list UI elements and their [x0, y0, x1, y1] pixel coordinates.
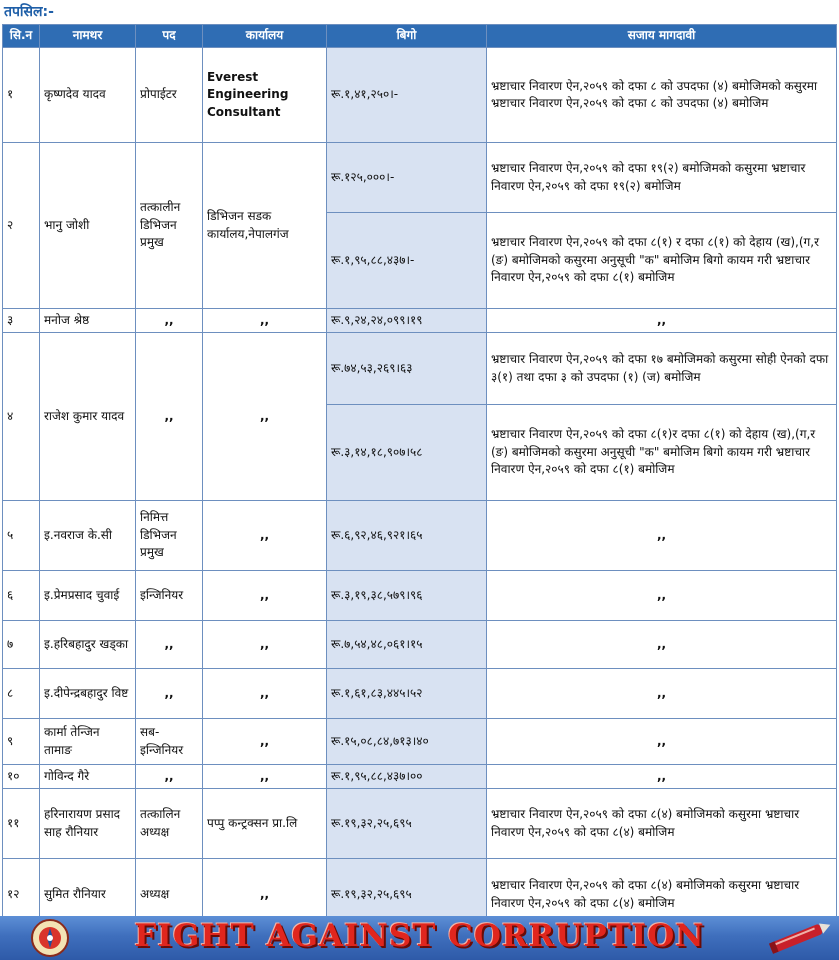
cell-office: ,,: [203, 309, 327, 333]
cell-amount: रू.६,९२,४६,९२१।६५: [327, 501, 487, 571]
table-row: [3, 48, 837, 143]
cell-name: इ.नवराज के.सी: [40, 501, 136, 571]
table-row: [3, 309, 837, 333]
cell-post: प्रोपाईटर: [136, 48, 203, 143]
cell-office: ,,: [203, 501, 327, 571]
cell-post: ,,: [136, 765, 203, 789]
cell-claim: भ्रष्टाचार निवारण ऐन,२०५९ को दफा ८(१) र दफा ८(१) को देहाय (ख),(ग,र (ङ) बमोजिमको कसुरमा अनुसूची "क" बमोजिम बिगो कायम गरी भ्रष्टाचार निवारण ऐन,२०५९ को दफा ८(१) बमोजिम: [487, 213, 837, 309]
col-header-post: पद: [136, 25, 203, 48]
cell-office: पप्पु कन्ट्रक्सन प्रा.लि: [203, 789, 327, 859]
cell-claim: ,,: [487, 719, 837, 765]
table-row: [3, 719, 837, 765]
cell-amount: रू.९,२४,२४,०९९।१९: [327, 309, 487, 333]
cell-amount: रू.१५,०८,८४,७१३।४०: [327, 719, 487, 765]
cell-name: इ.हरिबहादुर खड्का: [40, 621, 136, 669]
cell-claim: भ्रष्टाचार निवारण ऐन,२०५९ को दफा ८(४) बमोजिमको कसुरमा भ्रष्टाचार निवारण ऐन,२०५९ को दफा ८(४) बमोजिम: [487, 859, 837, 931]
cell-sn: ७: [3, 621, 40, 669]
pen-icon: [763, 918, 835, 958]
page-heading: तपसिल:-: [4, 4, 54, 20]
col-header-amount: बिगो: [327, 25, 487, 48]
cell-amount: रू.७,५४,४८,०६१।१५: [327, 621, 487, 669]
cell-amount: रू.१,९५,८८,४३७।००: [327, 765, 487, 789]
cell-office: Everest Engineering Consultant: [203, 48, 327, 143]
cell-name: इ.दीपेन्द्रबहादुर विष्ट: [40, 669, 136, 719]
cell-post: ,,: [136, 621, 203, 669]
cell-claim: ,,: [487, 765, 837, 789]
table-row: [3, 621, 837, 669]
table-row: [3, 669, 837, 719]
cell-sn: १: [3, 48, 40, 143]
col-header-office: कार्यालय: [203, 25, 327, 48]
table-row: [3, 143, 837, 213]
cell-claim: ,,: [487, 309, 837, 333]
cell-sn: ३: [3, 309, 40, 333]
cell-post: निमित्त डिभिजन प्रमुख: [136, 501, 203, 571]
cell-name: गोविन्द गैरे: [40, 765, 136, 789]
cell-amount: रू.१९,३२,२५,६९५: [327, 859, 487, 931]
defendants-table: [2, 24, 837, 931]
cell-claim: भ्रष्टाचार निवारण ऐन,२०५९ को दफा ८(४) बमोजिमको कसुरमा भ्रष्टाचार निवारण ऐन,२०५९ को दफा ८(४) बमोजिम: [487, 789, 837, 859]
table-row: [3, 789, 837, 859]
cell-claim: भ्रष्टाचार निवारण ऐन,२०५९ को दफा ८ को उपदफा (४) बमोजिमको कसुरमा भ्रष्टाचार निवारण ऐन,२०५९ को दफा ८ को उपदफा (४) बमोजिम: [487, 48, 837, 143]
cell-name: मनोज श्रेष्ठ: [40, 309, 136, 333]
cell-sn: ११: [3, 789, 40, 859]
cell-office: ,,: [203, 621, 327, 669]
cell-sn: ४: [3, 333, 40, 501]
cell-sn: ८: [3, 669, 40, 719]
cell-claim: भ्रष्टाचार निवारण ऐन,२०५९ को दफा १७ बमोजिमको कसुरमा सोही ऐनको दफा ३(१) तथा दफा ३ को उपदफा (१) (ज) बमोजिम: [487, 333, 837, 405]
cell-amount: रू.१९,३२,२५,६९५: [327, 789, 487, 859]
cell-sn: ६: [3, 571, 40, 621]
col-header-name: नामथर: [40, 25, 136, 48]
table-row: [3, 501, 837, 571]
table-row: [3, 333, 837, 405]
cell-office: ,,: [203, 859, 327, 931]
cell-office: ,,: [203, 571, 327, 621]
col-header-claim: सजाय मागदावी: [487, 25, 837, 48]
cell-claim: ,,: [487, 669, 837, 719]
cell-office: ,,: [203, 719, 327, 765]
cell-name: कृष्णदेव यादव: [40, 48, 136, 143]
cell-claim: ,,: [487, 501, 837, 571]
cell-post: ,,: [136, 669, 203, 719]
cell-sn: १०: [3, 765, 40, 789]
cell-claim: ,,: [487, 621, 837, 669]
cell-sn: ५: [3, 501, 40, 571]
cell-post: तत्कालिन अध्यक्ष: [136, 789, 203, 859]
cell-post: तत्कालीन डिभिजन प्रमुख: [136, 143, 203, 309]
cell-sn: २: [3, 143, 40, 309]
banner-text: FIGHT AGAINST CORRUPTION: [134, 918, 705, 954]
fight-corruption-banner: [0, 916, 839, 960]
cell-post: अध्यक्ष: [136, 859, 203, 931]
table-row: [3, 765, 837, 789]
cell-name: हरिनारायण प्रसाद साह रौनियार: [40, 789, 136, 859]
cell-name: भानु जोशी: [40, 143, 136, 309]
cell-amount: रू.१२५,०००।-: [327, 143, 487, 213]
cell-post: सब-इन्जिनियर: [136, 719, 203, 765]
cell-post: ,,: [136, 309, 203, 333]
cell-amount: रू.७४,५३,२६९।६३: [327, 333, 487, 405]
cell-claim: भ्रष्टाचार निवारण ऐन,२०५९ को दफा १९(२) बमोजिमको कसुरमा भ्रष्टाचार निवारण ऐन,२०५९ को दफा १९(२) बमोजिम: [487, 143, 837, 213]
col-header-sn: सि.न: [3, 25, 40, 48]
cell-name: सुमित रौनियार: [40, 859, 136, 931]
cell-amount: रू.३,१४,१८,९०७।५८: [327, 405, 487, 501]
cell-claim: भ्रष्टाचार निवारण ऐन,२०५९ को दफा ८(१)र दफा ८(१) को देहाय (ख),(ग,र (ङ) बमोजिमको कसुरमा अनुसूची "क" बमोजिम बिगो कायम गरी भ्रष्टाचार निवारण ऐन,२०५९ को दफा ८(१) बमोजिम: [487, 405, 837, 501]
cell-amount: रू.१,९५,८८,४३७।-: [327, 213, 487, 309]
cell-sn: ९: [3, 719, 40, 765]
cell-office: ,,: [203, 669, 327, 719]
cell-claim: ,,: [487, 571, 837, 621]
cell-office: ,,: [203, 333, 327, 501]
table-row: [3, 571, 837, 621]
cell-name: इ.प्रेमप्रसाद चुवाई: [40, 571, 136, 621]
table-header-row: [3, 25, 837, 48]
cell-office: ,,: [203, 765, 327, 789]
cell-sn: १२: [3, 859, 40, 931]
cell-name: कार्मा तेन्जिन तामाङ: [40, 719, 136, 765]
cell-post: इन्जिनियर: [136, 571, 203, 621]
cell-office: डिभिजन सडक कार्यालय,नेपालगंज: [203, 143, 327, 309]
cell-amount: रू.१,६१,८३,४४५।५२: [327, 669, 487, 719]
cell-post: ,,: [136, 333, 203, 501]
cell-amount: रू.३,१९,३८,५७९।९६: [327, 571, 487, 621]
cell-name: राजेश कुमार यादव: [40, 333, 136, 501]
cell-amount: रू.१,४१,२५०।-: [327, 48, 487, 143]
